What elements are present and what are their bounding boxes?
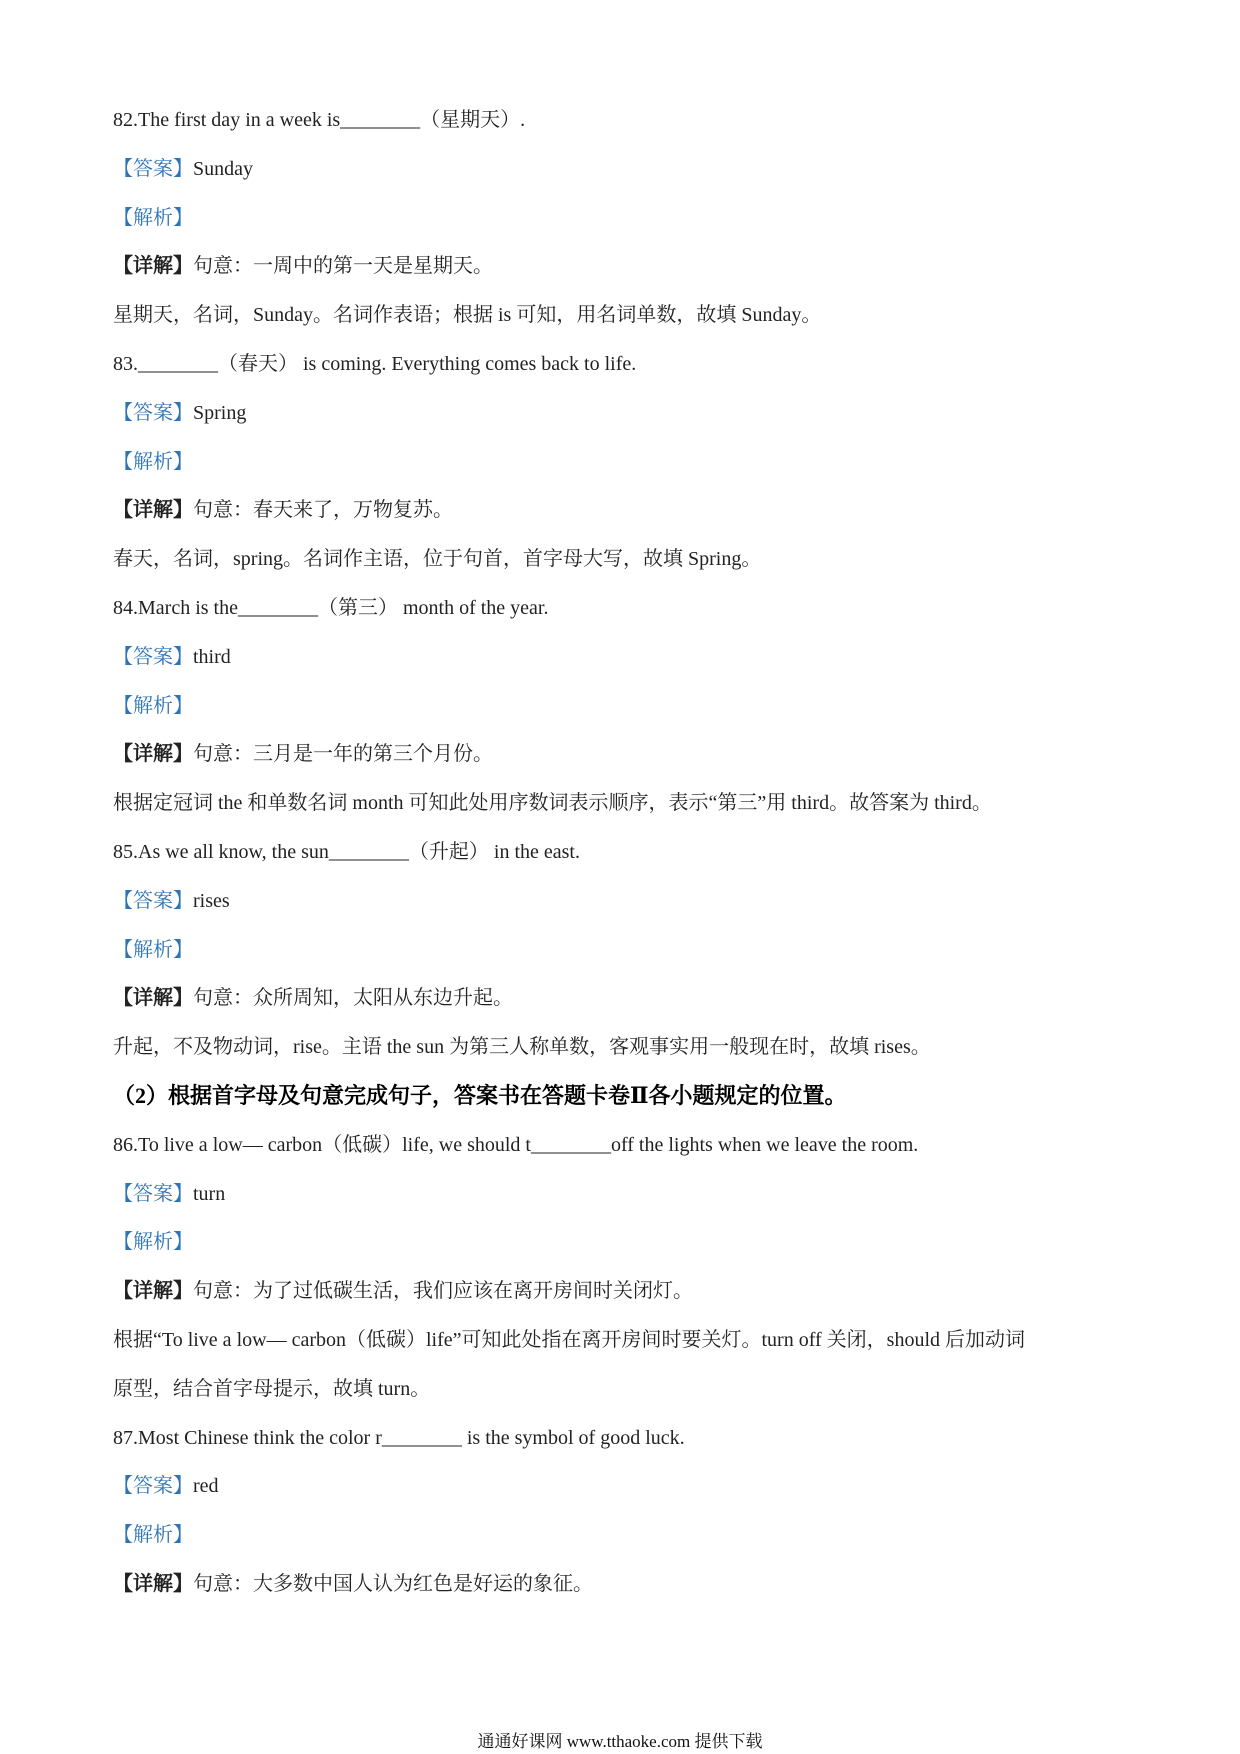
detail-line (113, 1571, 1140, 1597)
question-line: 87.Most Chinese think the color r________ is the symbol of good luck. (113, 1426, 685, 1449)
answer-line (113, 400, 1140, 426)
answer-label: 【答案】 (113, 1475, 193, 1498)
explanation-text: 根据定冠词 the 和单数名词 month 可知此处用序数词表示顺序，表示“第三”用 third。故答案为 third。 (113, 792, 992, 815)
detail-label: 【详解】 (113, 1280, 193, 1303)
answer-label: 【答案】 (113, 157, 193, 180)
answer-label: 【答案】 (113, 401, 193, 424)
answer-label: 【答案】 (113, 645, 193, 668)
analysis-label: 【解析】 (113, 938, 193, 961)
detail-text: 句意：三月是一年的第三个月份。 (193, 743, 493, 766)
detail-text: 句意：众所周知，太阳从东边升起。 (193, 987, 513, 1010)
detail-line (113, 497, 1140, 523)
answer-label: 【答案】 (113, 1182, 193, 1205)
analysis-label: 【解析】 (113, 450, 193, 473)
detail-text: 句意：大多数中国人认为红色是好运的象征。 (193, 1573, 593, 1595)
detail-label: 【详解】 (113, 255, 193, 278)
detail-line (113, 253, 1140, 279)
detail-label: 【详解】 (113, 499, 193, 522)
analysis-label: 【解析】 (113, 1524, 193, 1547)
detail-line (113, 985, 1140, 1011)
detail-text: 句意：为了过低碳生活，我们应该在离开房间时关闭灯。 (193, 1280, 693, 1303)
detail-line (113, 741, 1140, 767)
question-line: 86.To live a low— carbon（低碳）life, we should t________off the lights when we leave the room. (113, 1133, 919, 1156)
detail-line (113, 1278, 1140, 1304)
answer-value: rises (193, 889, 230, 912)
detail-text: 句意：一周中的第一天是星期天。 (193, 255, 493, 278)
answer-value: Sunday (193, 157, 253, 180)
answer-line (113, 156, 1140, 182)
answer-value: turn (193, 1182, 226, 1205)
question-line: 82.The first day in a week is________（星期天）. (113, 109, 526, 131)
analysis-label: 【解析】 (113, 206, 193, 229)
explanation-text: 根据“To live a low— carbon（低碳）life”可知此处指在离开房间时要关灯。turn off 关闭，should 后加动词 (113, 1329, 1026, 1351)
answer-value: Spring (193, 401, 247, 424)
detail-text: 句意：春天来了，万物复苏。 (193, 499, 453, 522)
page-footer: 通通好课网 www.tthaoke.com 提供下载 (477, 1732, 763, 1751)
explanation-text: 原型，结合首字母提示，故填 turn。 (113, 1377, 431, 1400)
question-line: 83.________（春天） is coming. Everything comes back to life. (113, 353, 637, 375)
answer-line (113, 888, 1140, 914)
question-line: 84.March is the________（第三） month of the year. (113, 597, 549, 619)
explanation-text: 春天，名词，spring。名词作主语，位于句首，首字母大写，故填 Spring。 (113, 548, 762, 571)
answer-line (113, 644, 1140, 670)
question-line: 85.As we all know, the sun________（升起） in the east. (113, 841, 580, 863)
answer-line (113, 1473, 1140, 1499)
answer-value: third (193, 645, 231, 668)
answer-line (113, 1181, 1140, 1207)
explanation-text: 星期天，名词，Sunday。名词作表语；根据 is 可知，用名词单数，故填 Sunday。 (113, 304, 822, 327)
explanation-text: 升起，不及物动词，rise。主语 the sun 为第三人称单数，客观事实用一般现在时，故填 rises。 (113, 1036, 931, 1059)
detail-label: 【详解】 (113, 743, 193, 766)
section-heading: （2）根据首字母及句意完成句子，答案书在答题卡卷Ⅱ各小题规定的位置。 (113, 1083, 847, 1108)
detail-label: 【详解】 (113, 1573, 193, 1595)
detail-label: 【详解】 (113, 987, 193, 1010)
analysis-label: 【解析】 (113, 1231, 193, 1254)
answer-value: red (193, 1475, 219, 1498)
analysis-label: 【解析】 (113, 694, 193, 717)
answer-label: 【答案】 (113, 889, 193, 912)
